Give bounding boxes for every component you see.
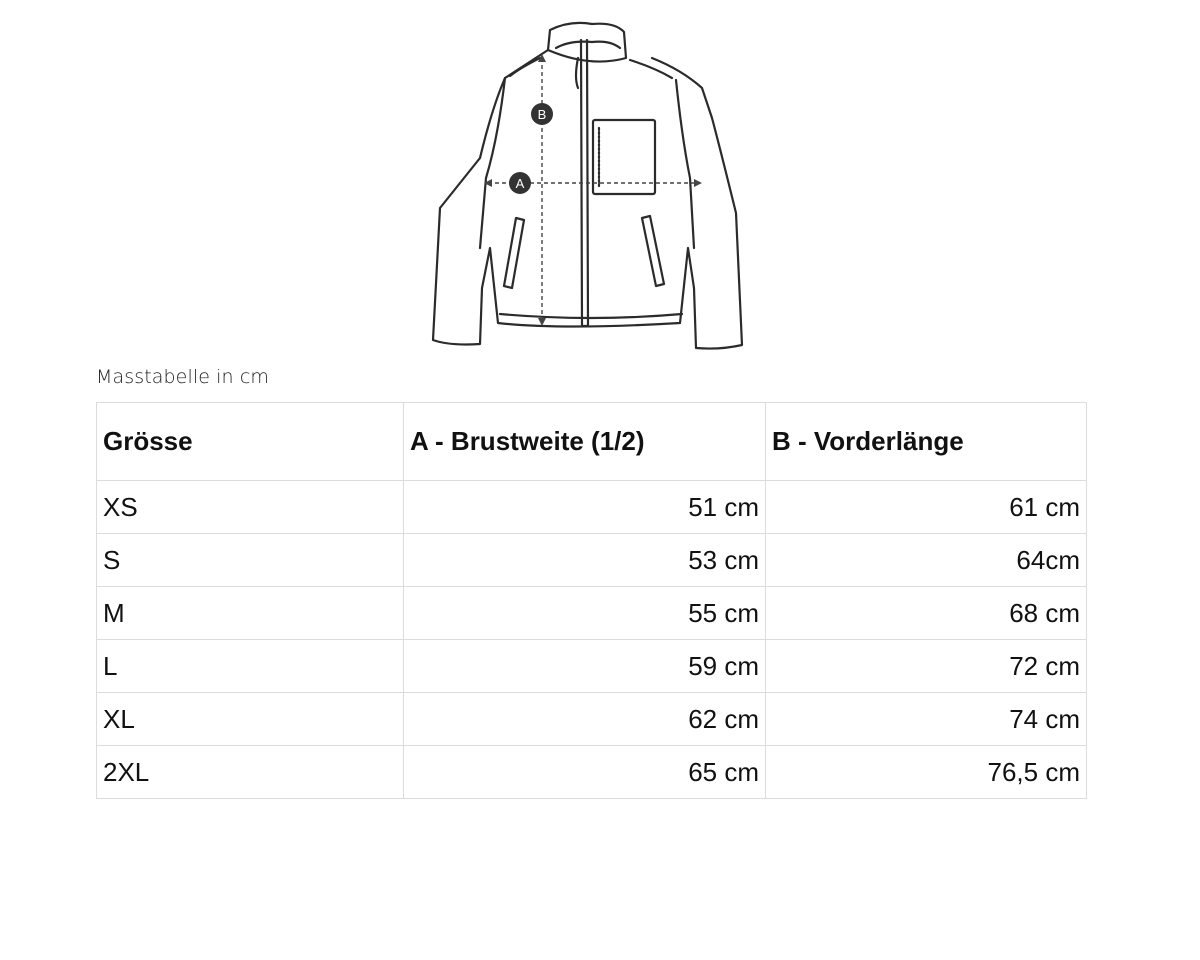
- front-length-cell: 61 cm: [766, 481, 1087, 534]
- header-size: Grösse: [97, 403, 404, 481]
- table-row: [97, 693, 1087, 746]
- chest-width-cell: 53 cm: [404, 534, 766, 587]
- front-length-cell: 68 cm: [766, 587, 1087, 640]
- side-pocket-left: [504, 218, 524, 288]
- table-row: [97, 746, 1087, 799]
- front-length-cell: 76,5 cm: [766, 746, 1087, 799]
- table-row: [97, 640, 1087, 693]
- table-row: [97, 481, 1087, 534]
- header-front-length: B - Vorderlänge: [766, 403, 1087, 481]
- size-table: [96, 402, 1087, 799]
- chest-width-cell: 65 cm: [404, 746, 766, 799]
- size-cell: L: [97, 640, 404, 693]
- jacket-illustration: [420, 18, 760, 358]
- marker-a: [509, 172, 531, 194]
- chest-width-cell: 55 cm: [404, 587, 766, 640]
- front-length-cell: 64cm: [766, 534, 1087, 587]
- size-cell: S: [97, 534, 404, 587]
- table-header-row: [97, 403, 1087, 481]
- chest-width-cell: 51 cm: [404, 481, 766, 534]
- table-caption: Masstabelle in cm: [96, 366, 269, 388]
- header-chest-width: A - Brustweite (1/2): [404, 403, 766, 481]
- marker-b: [531, 103, 553, 125]
- side-pocket-right: [642, 216, 664, 286]
- size-cell: XS: [97, 481, 404, 534]
- size-cell: 2XL: [97, 746, 404, 799]
- front-length-cell: 74 cm: [766, 693, 1087, 746]
- table-row: [97, 534, 1087, 587]
- chest-width-cell: 62 cm: [404, 693, 766, 746]
- svg-text:A: A: [515, 176, 525, 191]
- table-row: [97, 587, 1087, 640]
- front-length-cell: 72 cm: [766, 640, 1087, 693]
- size-cell: M: [97, 587, 404, 640]
- chest-width-cell: 59 cm: [404, 640, 766, 693]
- size-cell: XL: [97, 693, 404, 746]
- svg-text:B: B: [537, 107, 547, 122]
